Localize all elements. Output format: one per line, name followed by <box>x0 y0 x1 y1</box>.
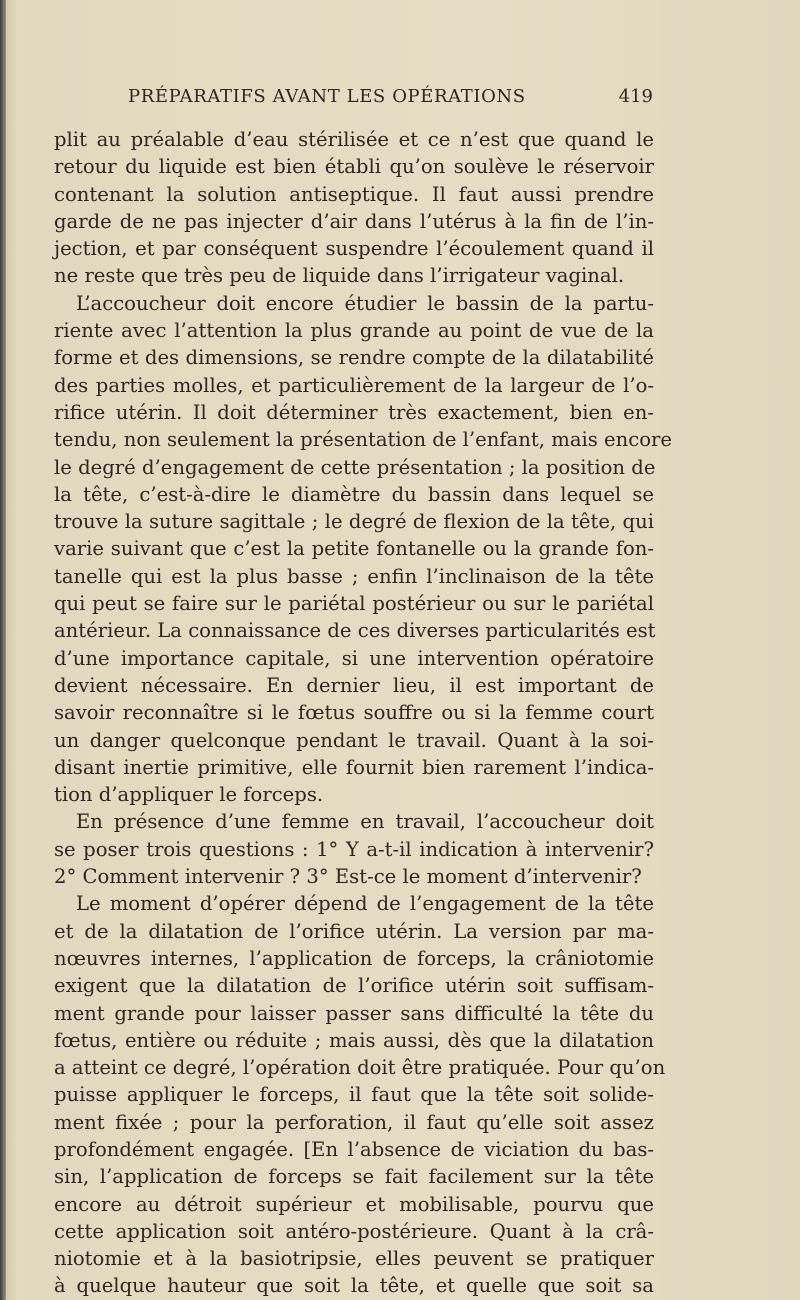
text-line: qui peut se faire sur le pariétal postérieur ou sur le pariétal <box>54 592 654 616</box>
text-line: le degré d’engagement de cette présentation ; la position de <box>54 455 656 479</box>
page-binding-edge <box>0 0 6 1300</box>
text-line: profondément engagée. [En l’absence de viciation du bas- <box>54 1137 654 1161</box>
text-line: a atteint ce degré, l’opération doit être pratiquée. Pour qu’on <box>54 1056 666 1080</box>
text-line: se poser trois questions : 1° Y a-t-il indication à intervenir? <box>54 837 654 861</box>
text-line: exigent que la dilatation de l’orifice utérin soit suffisam- <box>54 974 654 998</box>
text-line: niotomie et à la basiotripsie, elles peuvent se pratiquer <box>54 1247 654 1271</box>
body-text <box>54 126 673 1300</box>
text-line: contenant la solution antiseptique. Il faut aussi prendre <box>54 182 654 206</box>
text-line: et de la dilatation de l’orifice utérin. La version par ma- <box>54 919 654 943</box>
text-line: à quelque hauteur que soit la tête, et quelle que soit sa <box>54 1274 654 1298</box>
text-line: Le moment d’opérer dépend de l’engagement de la tête <box>76 892 654 916</box>
page-number: 419 <box>618 86 653 107</box>
text-line: tion d’appliquer le forceps. <box>54 783 324 807</box>
text-line: des parties molles, et particulièrement de la largeur de l’o- <box>54 373 654 397</box>
text-line: forme et des dimensions, se rendre compte de la dilatabilité <box>54 346 654 370</box>
text-line: ment fixée ; pour la perforation, il faut qu’elle soit assez <box>54 1110 654 1134</box>
text-line: trouve la suture sagittale ; le degré de flexion de la tête, qui <box>54 510 654 534</box>
text-line: fœtus, entière ou réduite ; mais aussi, dès que la dilatation <box>54 1028 654 1052</box>
text-line: encore au détroit supérieur et mobilisable, pourvu que <box>54 1192 654 1216</box>
text-line: un danger quelconque pendant le travail. Quant à la soi- <box>54 728 654 752</box>
text-line: cette application soit antéro-postérieure. Quant à la crâ- <box>54 1219 654 1243</box>
text-line: savoir reconnaître si le fœtus souffre ou si la femme court <box>54 701 654 725</box>
text-line: 2° Comment intervenir ? 3° Est-ce le moment d’intervenir? <box>54 865 642 889</box>
text-line: garde de ne pas injecter d’air dans l’utérus à la fin de l’in- <box>54 209 654 233</box>
text-line: antérieur. La connaissance de ces diverses particularités est <box>54 619 656 643</box>
text-line: puisse appliquer le forceps, il faut que la tête soit solide- <box>54 1083 654 1107</box>
page-header <box>128 86 653 116</box>
text-line: devient nécessaire. En dernier lieu, il est important de <box>54 673 654 697</box>
text-line: tendu, non seulement la présentation de l’enfant, mais encore <box>54 428 673 452</box>
text-line: riente avec l’attention la plus grande au point de vue de la <box>54 319 654 343</box>
text-line: ne reste que très peu de liquide dans l’irrigateur vaginal. <box>54 264 625 288</box>
text-line: disant inertie primitive, elle fournit bien rarement l’indica- <box>54 755 654 779</box>
text-line: jection, et par conséquent suspendre l’écoulement quand il <box>54 237 654 261</box>
text-line: En présence d’une femme en travail, l’accoucheur doit <box>76 810 654 834</box>
running-title: PRÉPARATIFS AVANT LES OPÉRATIONS <box>128 86 526 107</box>
text-line: sin, l’application de forceps se fait facilement sur la tête <box>54 1165 654 1189</box>
text-line: la tête, c’est-à-dire le diamètre du bassin dans lequel se <box>54 482 654 506</box>
text-line: ment grande pour laisser passer sans difficulté la tête du <box>54 1001 654 1025</box>
text-line: retour du liquide est bien établi qu’on soulève le réservoir <box>54 155 654 179</box>
text-line: plit au préalable d’eau stérilisée et ce n’est que quand le <box>54 128 654 151</box>
text-line: tanelle qui est la plus basse ; enfin l’inclinaison de la tête <box>54 564 654 588</box>
text-line: varie suivant que c’est la petite fontanelle ou la grande fon- <box>54 537 654 561</box>
text-line: nœuvres internes, l’application de forceps, la crâniotomie <box>54 946 654 970</box>
text-line: d’une importance capitale, si une intervention opératoire <box>54 646 654 670</box>
text-line: L’accoucheur doit encore étudier le bassin de la partu- <box>76 291 654 315</box>
text-line: rifice utérin. Il doit déterminer très exactement, bien en- <box>54 400 654 424</box>
